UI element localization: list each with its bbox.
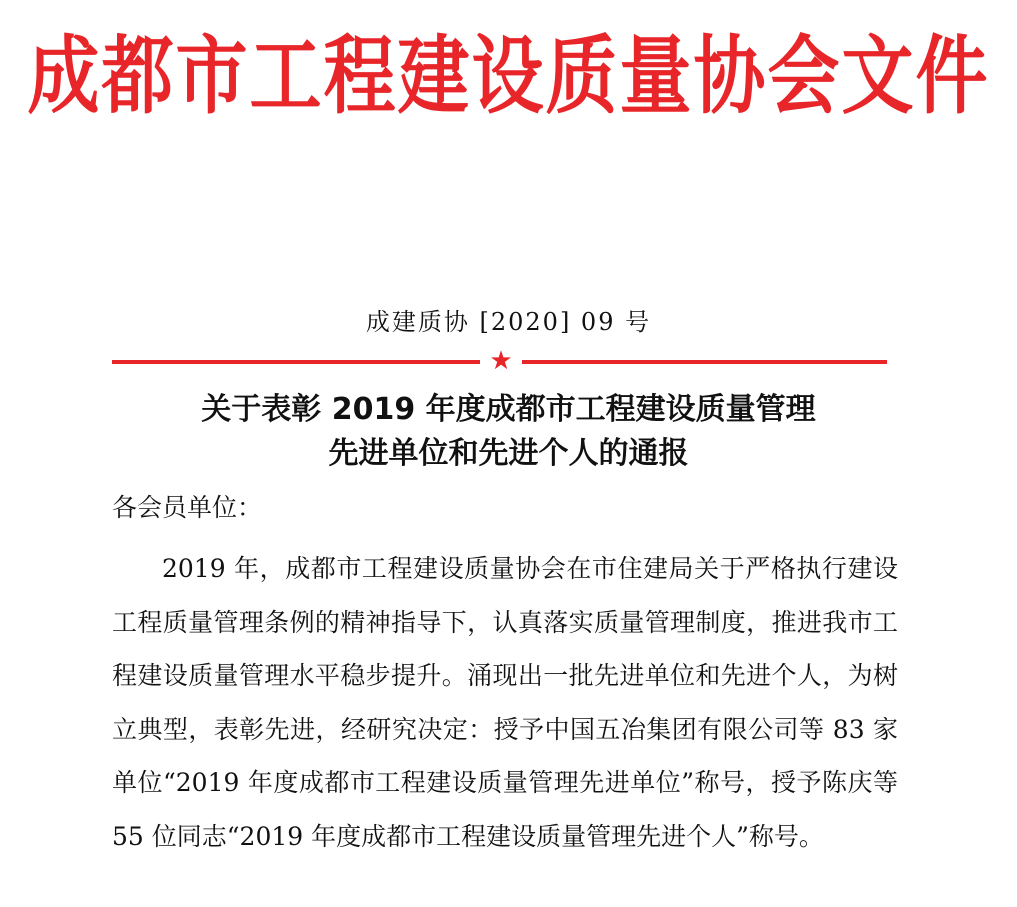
salutation: 各会员单位： (112, 493, 263, 522)
red-rule-right (522, 360, 887, 364)
masthead-text: 成都市工程建设质量协会文件 (27, 26, 990, 126)
red-rule-divider (112, 348, 887, 374)
notice-title-line-2: 先进单位和先进个人的通报 (328, 436, 689, 471)
notice-title-line-1: 关于表彰 2019 年度成都市工程建设质量管理 (201, 392, 816, 427)
red-rule-left (112, 360, 480, 364)
body-paragraph: 2019 年，成都市工程建设质量协会在市住建局关于严格执行建设工程质量管理条例的精神指导下，认真落实质量管理制度，推进我市工程建设质量管理水平稳步提升。涌现出一批先进单位和先进个人，为树立典型，表彰先进，经研究决定：授予中国五冶集团有限公司等 83 家单位“2019 年度成都市工程建设质量管理先进单位”称号，授予陈庆等 55 位同志“2019 年度成都市工程建设质量管理先进个人”称号。 (112, 554, 898, 851)
red-star-icon: ★ (489, 346, 513, 376)
notice-title (0, 388, 1017, 476)
masthead-title (0, 26, 1017, 126)
document-number: 成建质协 [2020] 09 号 (365, 308, 652, 336)
